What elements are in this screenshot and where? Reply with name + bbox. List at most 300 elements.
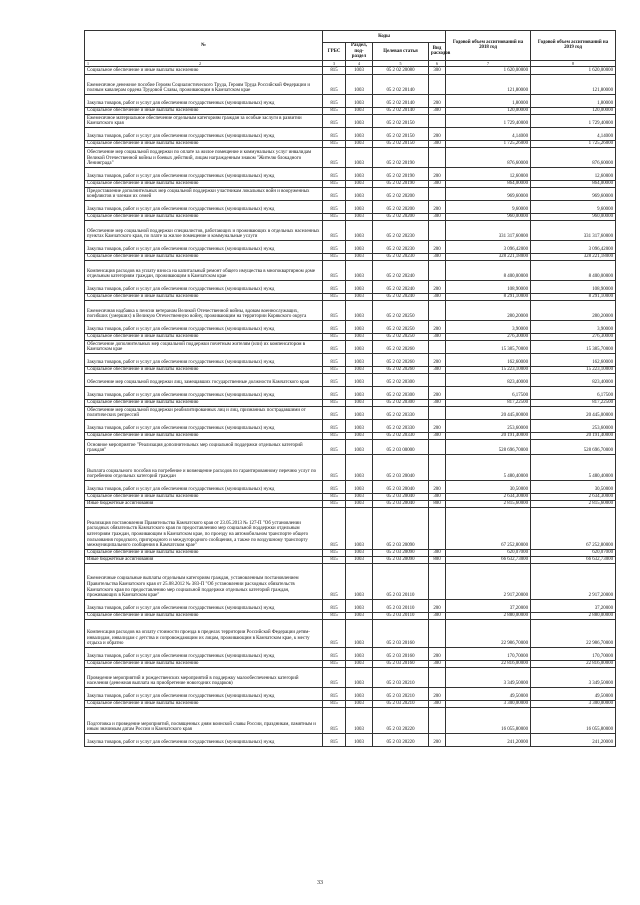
page-number: 33	[317, 880, 323, 886]
table-row	[85, 333, 616, 340]
row-amount-2018-cell: 108,90000	[446, 280, 531, 293]
table-row	[85, 253, 616, 260]
row-expense-type-cell	[429, 373, 446, 386]
row-amount-2018-cell: 30,50000	[446, 480, 531, 493]
table-row	[85, 140, 616, 147]
row-amount-2018-cell: 960,00000	[446, 213, 531, 220]
row-amount-2018-cell: 170,70000	[446, 647, 531, 660]
table-row	[85, 454, 616, 480]
row-amount-2019-cell: 276,30000	[531, 333, 616, 340]
row-expense-type-cell	[429, 667, 446, 687]
row-name-cell: Закупка товаров, работ и услуг для обеспечения государственных (муниципальных) нужд	[85, 320, 323, 333]
row-expense-type-cell: 200	[429, 320, 446, 333]
row-grbs-cell: 815	[323, 373, 346, 386]
row-expense-type-cell: 300	[429, 549, 446, 556]
table-row	[85, 66, 616, 74]
row-grbs-cell: 815	[323, 94, 346, 107]
row-razdel-cell: 1003	[346, 599, 373, 612]
row-expense-type-cell	[429, 74, 446, 94]
table-row	[85, 386, 616, 399]
row-name-cell: Ежемесячное материальное обеспечение отдельным категориям граждан за особые заслуги в развитии Камчатского края	[85, 114, 323, 127]
row-amount-2018-cell: 20 445,00000	[446, 406, 531, 419]
row-grbs-cell: 815	[323, 147, 346, 167]
table-row	[85, 260, 616, 280]
row-name-cell: Социальное обеспечение и иные выплаты населению	[85, 493, 323, 500]
table-row	[85, 667, 616, 687]
row-amount-2019-cell: 3 349,50000	[531, 667, 616, 687]
row-target-article-cell: 05 2 03 20110	[373, 612, 429, 619]
row-razdel-cell: 1003	[346, 300, 373, 320]
row-expense-type-cell: 200	[429, 647, 446, 660]
row-expense-type-cell: 200	[429, 240, 446, 253]
table-row	[85, 439, 616, 454]
row-expense-type-cell	[429, 220, 446, 240]
row-razdel-cell: 1003	[346, 74, 373, 94]
row-grbs-cell: 815	[323, 660, 346, 667]
row-razdel-cell: 1003	[346, 66, 373, 74]
header-year-2018: Годовой объем ассигнований на 2018 год	[446, 31, 531, 61]
row-name-cell: Социальное обеспечение и иные выплаты населению	[85, 66, 323, 74]
row-grbs-cell: 815	[323, 66, 346, 74]
table-row	[85, 619, 616, 647]
row-target-article-cell: 05 2 03 20110	[373, 563, 429, 599]
row-grbs-cell: 815	[323, 333, 346, 340]
row-target-article-cell: 05 2 02 20330	[373, 419, 429, 432]
row-razdel-cell: 1003	[346, 432, 373, 439]
row-expense-type-cell: 300	[429, 366, 446, 373]
table-row	[85, 240, 616, 253]
row-amount-2018-cell: 20 191,40000	[446, 432, 531, 439]
row-razdel-cell: 1003	[346, 140, 373, 147]
row-amount-2019-cell: 20 445,00000	[531, 406, 616, 419]
column-number-cell: 6	[429, 60, 446, 66]
row-amount-2018-cell: 969,60000	[446, 187, 531, 200]
row-razdel-cell: 1003	[346, 107, 373, 114]
row-amount-2019-cell: 1 725,26000	[531, 140, 616, 147]
row-target-article-cell: 05 2 03 20220	[373, 707, 429, 733]
row-expense-type-cell	[429, 406, 446, 419]
row-amount-2019-cell: 817,22500	[531, 399, 616, 406]
row-amount-2018-cell: 2 880,00000	[446, 612, 531, 619]
row-grbs-cell: 815	[323, 439, 346, 454]
row-name-cell: Закупка товаров, работ и услуг для обеспечения государственных (муниципальных) нужд	[85, 353, 323, 366]
row-amount-2019-cell: 6,17500	[531, 386, 616, 399]
row-amount-2018-cell: 620,07000	[446, 549, 531, 556]
row-amount-2019-cell: 8 400,00000	[531, 260, 616, 280]
row-amount-2019-cell: 15 223,10000	[531, 366, 616, 373]
row-grbs-cell: 815	[323, 454, 346, 480]
table-row	[85, 419, 616, 432]
row-name-cell: Обеспечение мер социальной поддержки специалистов, работающих и проживающих в отдельных населенных пунктах Камчатского края, по плате за жилое помещение и коммунальные услуги	[85, 220, 323, 240]
row-target-article-cell: 05 2 02 20250	[373, 300, 429, 320]
row-grbs-cell: 815	[323, 700, 346, 707]
row-razdel-cell: 1003	[346, 399, 373, 406]
row-name-cell: Обеспечение мер социальной поддержки реабилитированных лиц и лиц, признанных пострадавшими от политических репрессий	[85, 406, 323, 419]
table-row	[85, 500, 616, 507]
row-amount-2018-cell: 3 096,42000	[446, 240, 531, 253]
row-grbs-cell: 815	[323, 707, 346, 733]
table-row	[85, 660, 616, 667]
table-row	[85, 707, 616, 733]
header-expense-type: Вид расходов	[429, 43, 446, 61]
column-number-cell: 8	[531, 60, 616, 66]
row-razdel-cell: 1003	[346, 280, 373, 293]
row-name-cell: Компенсация расходов на оплату стоимости проезда в пределах территории Российской Федерации детям-инвалидам, инвалидам с детства и сопровождающим их лицам, проживающим в Камчатском крае, к месту отдыха и обратно	[85, 619, 323, 647]
row-razdel-cell: 1003	[346, 200, 373, 213]
row-razdel-cell: 1003	[346, 480, 373, 493]
row-grbs-cell: 815	[323, 667, 346, 687]
row-expense-type-cell: 300	[429, 107, 446, 114]
row-expense-type-cell: 300	[429, 493, 446, 500]
row-amount-2018-cell: 241,20000	[446, 733, 531, 746]
row-grbs-cell: 815	[323, 253, 346, 260]
header-codes: Коды	[323, 31, 446, 43]
header-year-2019: Годовой объем ассигнований на 2019 год	[531, 31, 616, 61]
row-razdel-cell: 1003	[346, 619, 373, 647]
row-amount-2019-cell: 20 191,40000	[531, 432, 616, 439]
row-expense-type-cell: 200	[429, 280, 446, 293]
row-grbs-cell: 815	[323, 399, 346, 406]
row-amount-2018-cell: 823,40000	[446, 373, 531, 386]
row-amount-2018-cell: 876,60000	[446, 147, 531, 167]
row-razdel-cell: 1003	[346, 366, 373, 373]
row-name-cell: Социальное обеспечение и иные выплаты населению	[85, 140, 323, 147]
row-amount-2019-cell: 170,70000	[531, 647, 616, 660]
row-name-cell: Закупка товаров, работ и услуг для обеспечения государственных (муниципальных) нужд	[85, 733, 323, 746]
row-expense-type-cell: 300	[429, 432, 446, 439]
row-target-article-cell: 05 2 02 20250	[373, 320, 429, 333]
row-amount-2018-cell: 2 917,20000	[446, 563, 531, 599]
column-number-cell: 5	[373, 60, 429, 66]
row-name-cell: Ежемесячные социальные выплаты отдельным категориям граждан, установленным постановлением Правительства Камчатского края от 25.08.2012 № 383-П "Об установлении расходных обязательств Камчатского края по предоставлению мер социальной поддержки отдельных категорий граждан, проживающих в Камчатском крае"	[85, 563, 323, 599]
row-amount-2018-cell: 3,90000	[446, 320, 531, 333]
table-row	[85, 280, 616, 293]
row-name-cell: Обеспечение дополнительных мер социальной поддержки почетным жителям (или) их компенсатором в Камчатском крае	[85, 340, 323, 353]
row-expense-type-cell: 300	[429, 253, 446, 260]
row-expense-type-cell: 200	[429, 599, 446, 612]
row-target-article-cell: 05 2 02 20230	[373, 220, 429, 240]
row-razdel-cell: 1003	[346, 94, 373, 107]
row-expense-type-cell: 300	[429, 700, 446, 707]
row-target-article-cell: 05 2 03 20090	[373, 507, 429, 549]
row-expense-type-cell: 200	[429, 733, 446, 746]
row-amount-2018-cell: 1 620,00000	[446, 66, 531, 74]
row-name-cell: Закупка товаров, работ и услуг для обеспечения государственных (муниципальных) нужд	[85, 240, 323, 253]
table-row	[85, 366, 616, 373]
row-amount-2018-cell: 328 221,18000	[446, 253, 531, 260]
row-name-cell: Социальное обеспечение и иные выплаты населению	[85, 700, 323, 707]
row-amount-2018-cell: 49,50000	[446, 687, 531, 700]
header-razdel: Раздел, под-раздел	[346, 43, 373, 61]
row-amount-2018-cell: 67 252,80000	[446, 507, 531, 549]
row-amount-2018-cell: 162,60000	[446, 353, 531, 366]
table-row	[85, 200, 616, 213]
row-amount-2018-cell: 8 291,10000	[446, 293, 531, 300]
row-grbs-cell: 815	[323, 140, 346, 147]
row-razdel-cell: 1003	[346, 386, 373, 399]
row-target-article-cell: 05 2 02 20230	[373, 253, 429, 260]
row-expense-type-cell	[429, 619, 446, 647]
row-expense-type-cell: 200	[429, 687, 446, 700]
row-name-cell: Основное мероприятие "Реализация дополнительных мер социальной поддержки отдельных категорий граждан"	[85, 439, 323, 454]
row-amount-2019-cell: 16 055,80000	[531, 707, 616, 733]
row-target-article-cell: 05 2 02 20330	[373, 406, 429, 419]
row-grbs-cell: 815	[323, 213, 346, 220]
row-amount-2019-cell: 8 291,10000	[531, 293, 616, 300]
row-target-article-cell: 05 2 03 20210	[373, 667, 429, 687]
row-amount-2018-cell: 22 986,70000	[446, 619, 531, 647]
row-grbs-cell: 815	[323, 260, 346, 280]
row-name-cell: Проведение мероприятий и рождественских мероприятий в поддержку малообеспеченных категорий населения (денежная выплата на приобретение новогодних подарков)	[85, 667, 323, 687]
row-amount-2018-cell: 1 729,40000	[446, 114, 531, 127]
budget-table-sheet	[84, 30, 615, 747]
row-target-article-cell: 05 2 02 20080	[373, 66, 429, 74]
row-amount-2018-cell: 3 349,50000	[446, 667, 531, 687]
row-expense-type-cell: 200	[429, 127, 446, 140]
row-razdel-cell: 1003	[346, 180, 373, 187]
row-amount-2019-cell: 328 221,18000	[531, 253, 616, 260]
table-row	[85, 114, 616, 127]
row-expense-type-cell	[429, 507, 446, 549]
row-expense-type-cell	[429, 260, 446, 280]
table-row	[85, 733, 616, 746]
row-name-cell: Социальное обеспечение и иные выплаты населению	[85, 612, 323, 619]
table-row	[85, 399, 616, 406]
row-amount-2019-cell: 241,20000	[531, 733, 616, 746]
row-razdel-cell: 1003	[346, 507, 373, 549]
row-amount-2019-cell: 2 634,30000	[531, 493, 616, 500]
row-expense-type-cell	[429, 563, 446, 599]
row-amount-2018-cell: 12,60000	[446, 167, 531, 180]
row-razdel-cell: 1003	[346, 647, 373, 660]
row-amount-2019-cell: 15 385,70000	[531, 340, 616, 353]
table-row	[85, 107, 616, 114]
row-amount-2019-cell: 3,90000	[531, 320, 616, 333]
row-razdel-cell: 1003	[346, 127, 373, 140]
row-name-cell: Закупка товаров, работ и услуг для обеспечения государственных (муниципальных) нужд	[85, 127, 323, 140]
row-target-article-cell: 05 2 03 20160	[373, 660, 429, 667]
row-target-article-cell: 05 2 02 20190	[373, 147, 429, 167]
row-grbs-cell: 815	[323, 366, 346, 373]
row-expense-type-cell: 200	[429, 200, 446, 213]
row-amount-2019-cell: 1 729,40000	[531, 114, 616, 127]
row-amount-2019-cell: 2 917,20000	[531, 563, 616, 599]
row-expense-type-cell: 200	[429, 167, 446, 180]
row-target-article-cell: 05 2 03 20210	[373, 687, 429, 700]
row-expense-type-cell: 300	[429, 66, 446, 74]
row-amount-2019-cell: 22 986,70000	[531, 619, 616, 647]
row-name-cell: Иные бюджетные ассигнования	[85, 556, 323, 563]
row-grbs-cell: 815	[323, 563, 346, 599]
row-grbs-cell: 815	[323, 353, 346, 366]
row-razdel-cell: 1003	[346, 454, 373, 480]
table-row	[85, 556, 616, 563]
row-name-cell: Ежемесячная надбавка к пенсии ветеранам Великой Отечественной войны, вдовам военнослужащих, погибших (умерших) в Великую Отечественную войну, проживающим на территории Корякского округа	[85, 300, 323, 320]
table-row	[85, 300, 616, 320]
row-target-article-cell: 05 2 03 20160	[373, 647, 429, 660]
row-amount-2019-cell: 3 300,00000	[531, 700, 616, 707]
row-expense-type-cell: 300	[429, 180, 446, 187]
row-target-article-cell: 05 2 03 20220	[373, 733, 429, 746]
row-grbs-cell: 815	[323, 406, 346, 419]
row-grbs-cell: 815	[323, 687, 346, 700]
row-grbs-cell: 815	[323, 619, 346, 647]
row-amount-2018-cell: 9,60000	[446, 200, 531, 213]
row-grbs-cell: 815	[323, 500, 346, 507]
row-expense-type-cell	[429, 114, 446, 127]
row-expense-type-cell	[429, 707, 446, 733]
row-name-cell: Обеспечение мер социальной поддержки по оплате за жилое помещение и коммунальных услуг инвалидам Великой Отечественной войны и боевых действий, лицам награжденным знаком "Жителю блокадного Ленинграда"	[85, 147, 323, 167]
row-grbs-cell: 815	[323, 127, 346, 140]
row-amount-2018-cell: 16 055,80000	[446, 707, 531, 733]
row-name-cell: Закупка товаров, работ и услуг для обеспечения государственных (муниципальных) нужд	[85, 480, 323, 493]
row-name-cell: Закупка товаров, работ и услуг для обеспечения государственных (муниципальных) нужд	[85, 687, 323, 700]
row-amount-2019-cell: 108,90000	[531, 280, 616, 293]
row-grbs-cell: 815	[323, 320, 346, 333]
row-amount-2019-cell: 823,40000	[531, 373, 616, 386]
row-expense-type-cell: 300	[429, 660, 446, 667]
row-razdel-cell: 1003	[346, 353, 373, 366]
row-amount-2019-cell: 253,60000	[531, 419, 616, 432]
row-grbs-cell: 815	[323, 114, 346, 127]
column-number-label: 2	[199, 60, 201, 66]
row-target-article-cell: 05 2 02 20150	[373, 140, 429, 147]
row-target-article-cell: 05 2 02 20240	[373, 260, 429, 280]
row-amount-2019-cell: 528 696,70000	[531, 439, 616, 454]
table-row	[85, 406, 616, 419]
header-target-article: Целевая статья	[373, 43, 429, 61]
row-target-article-cell: 05 2 03 20040	[373, 480, 429, 493]
row-target-article-cell: 05 2 03 20090	[373, 549, 429, 556]
column-number-label: 1	[87, 60, 89, 66]
row-amount-2019-cell: 120,00000	[531, 107, 616, 114]
table-row	[85, 187, 616, 200]
row-razdel-cell: 1003	[346, 419, 373, 432]
row-amount-2019-cell: 1,80000	[531, 94, 616, 107]
column-number-cell: 3	[323, 60, 346, 66]
row-name-cell: Социальное обеспечение и иные выплаты населению	[85, 333, 323, 340]
row-name-cell: Социальное обеспечение и иные выплаты населению	[85, 399, 323, 406]
row-amount-2019-cell: 30,50000	[531, 480, 616, 493]
row-razdel-cell: 1003	[346, 556, 373, 563]
table-row	[85, 493, 616, 500]
row-amount-2018-cell: 276,30000	[446, 333, 531, 340]
table-row	[85, 340, 616, 353]
row-expense-type-cell: 300	[429, 293, 446, 300]
row-target-article-cell: 05 2 02 20240	[373, 293, 429, 300]
table-row	[85, 432, 616, 439]
row-amount-2018-cell: 8 400,00000	[446, 260, 531, 280]
row-grbs-cell: 815	[323, 599, 346, 612]
row-expense-type-cell: 800	[429, 556, 446, 563]
column-number-cell: 7	[446, 60, 531, 66]
row-amount-2019-cell: 3 096,42000	[531, 240, 616, 253]
row-razdel-cell: 1003	[346, 114, 373, 127]
row-grbs-cell: 815	[323, 167, 346, 180]
row-amount-2018-cell: 2 815,60000	[446, 500, 531, 507]
table-row	[85, 220, 616, 240]
budget-table	[84, 30, 616, 747]
row-target-article-cell: 05 2 03 20210	[373, 700, 429, 707]
row-amount-2019-cell: 2 815,60000	[531, 500, 616, 507]
row-amount-2018-cell: 280,20000	[446, 300, 531, 320]
row-amount-2019-cell: 37,20000	[531, 599, 616, 612]
row-grbs-cell: 815	[323, 340, 346, 353]
row-expense-type-cell	[429, 454, 446, 480]
row-amount-2018-cell: 4,14000	[446, 127, 531, 140]
row-razdel-cell: 1003	[346, 320, 373, 333]
row-name-cell: Социальное обеспечение и иные выплаты населению	[85, 293, 323, 300]
row-amount-2019-cell: 876,60000	[531, 147, 616, 167]
row-target-article-cell: 05 2 03 20040	[373, 454, 429, 480]
table-row	[85, 507, 616, 549]
row-target-article-cell: 05 2 02 20260	[373, 353, 429, 366]
row-razdel-cell: 1003	[346, 549, 373, 556]
row-expense-type-cell: 200	[429, 386, 446, 399]
row-name-cell: Компенсация расходов на уплату взноса на капитальный ремонт общего имущества в многоквартирном доме отдельным категориям граждан, проживающим в Камчатском крае	[85, 260, 323, 280]
row-grbs-cell: 815	[323, 220, 346, 240]
row-target-article-cell: 05 2 02 20260	[373, 366, 429, 373]
row-razdel-cell: 1003	[346, 167, 373, 180]
row-grbs-cell: 815	[323, 556, 346, 563]
row-target-article-cell: 05 2 02 20200	[373, 200, 429, 213]
row-amount-2019-cell: 331 317,60000	[531, 220, 616, 240]
row-expense-type-cell	[429, 439, 446, 454]
row-razdel-cell: 1003	[346, 667, 373, 687]
row-amount-2019-cell: 960,00000	[531, 213, 616, 220]
row-target-article-cell: 05 2 03 20160	[373, 619, 429, 647]
row-grbs-cell: 815	[323, 549, 346, 556]
row-expense-type-cell: 300	[429, 612, 446, 619]
row-target-article-cell: 05 2 02 20140	[373, 74, 429, 94]
row-razdel-cell: 1003	[346, 220, 373, 240]
row-amount-2019-cell: 5 480,40000	[531, 454, 616, 480]
row-amount-2018-cell: 6,17500	[446, 386, 531, 399]
table-row	[85, 647, 616, 660]
table-row	[85, 147, 616, 167]
row-amount-2018-cell: 2 634,30000	[446, 493, 531, 500]
row-expense-type-cell	[429, 340, 446, 353]
table-row	[85, 687, 616, 700]
row-expense-type-cell: 200	[429, 480, 446, 493]
row-razdel-cell: 1003	[346, 500, 373, 507]
row-expense-type-cell	[429, 300, 446, 320]
row-target-article-cell: 05 2 02 20300	[373, 386, 429, 399]
row-grbs-cell: 815	[323, 107, 346, 114]
row-name-cell: Социальное обеспечение и иные выплаты населению	[85, 366, 323, 373]
row-expense-type-cell: 300	[429, 333, 446, 340]
row-razdel-cell: 1003	[346, 253, 373, 260]
row-amount-2018-cell: 5 480,40000	[446, 454, 531, 480]
row-expense-type-cell: 200	[429, 419, 446, 432]
row-target-article-cell: 05 2 02 20260	[373, 340, 429, 353]
row-grbs-cell: 815	[323, 280, 346, 293]
row-name-cell: Социальное обеспечение и иные выплаты населению	[85, 107, 323, 114]
row-name-cell: Закупка товаров, работ и услуг для обеспечения государственных (муниципальных) нужд	[85, 200, 323, 213]
row-razdel-cell: 1003	[346, 373, 373, 386]
row-razdel-cell: 1003	[346, 707, 373, 733]
row-name-cell: Закупка товаров, работ и услуг для обеспечения государственных (муниципальных) нужд	[85, 599, 323, 612]
row-expense-type-cell: 200	[429, 94, 446, 107]
row-razdel-cell: 1003	[346, 260, 373, 280]
row-razdel-cell: 1003	[346, 406, 373, 419]
row-amount-2019-cell: 12,60000	[531, 167, 616, 180]
row-razdel-cell: 1003	[346, 333, 373, 340]
row-grbs-cell: 815	[323, 480, 346, 493]
row-target-article-cell: 05 2 02 20200	[373, 187, 429, 200]
row-name-cell: Социальное обеспечение и иные выплаты населению	[85, 549, 323, 556]
row-grbs-cell: 815	[323, 200, 346, 213]
